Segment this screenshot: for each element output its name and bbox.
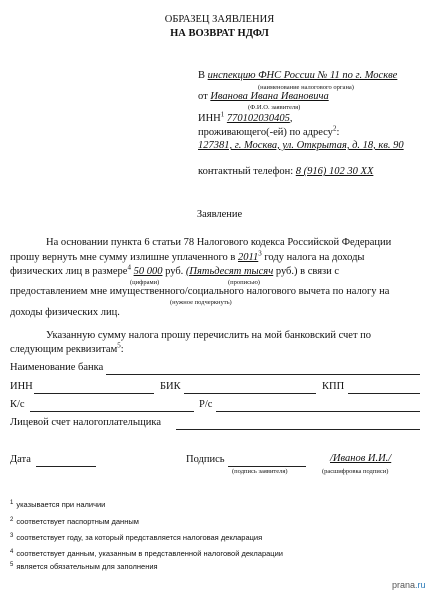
to-caption: (наименование налогового органа) — [258, 84, 354, 91]
addressee-inn — [198, 110, 293, 124]
bank-rs-label: Р/с — [199, 399, 213, 410]
bank-inn-field[interactable] — [34, 393, 154, 394]
footnote-item — [10, 562, 158, 571]
paragraph2-line1: Указанную сумму налога прошу перечислить на мой банковский счет по — [46, 330, 372, 341]
bank-ks-field[interactable] — [30, 411, 194, 412]
p1-amount: 50 000 — [133, 266, 163, 277]
bank-inn-label: ИНН — [10, 381, 33, 392]
bank-bik-label: БИК — [160, 381, 181, 392]
brand-tld: .ru — [415, 580, 426, 590]
caption-sign: (подпись заявителя) — [232, 468, 288, 475]
p2-colon: : — [120, 344, 124, 355]
caption-words: (прописью) — [228, 279, 260, 286]
footnote-item — [10, 533, 262, 542]
footnote-num: 2 — [10, 516, 14, 523]
footnote-num: 1 — [10, 499, 14, 506]
addressee-from — [198, 91, 329, 102]
date-field[interactable] — [36, 466, 96, 467]
inn-suffix: , — [289, 113, 293, 124]
p1-year: 2011 — [238, 252, 259, 263]
footnote-item — [10, 549, 283, 558]
brand-watermark — [392, 580, 426, 590]
inn-label: ИНН — [198, 113, 221, 124]
caption-digits: (цифрами) — [130, 279, 160, 286]
p1-words: (Пятьдесят тысяч — [185, 266, 274, 277]
title-line-1: ОБРАЗЕЦ ЗАЯВЛЕНИЯ — [164, 14, 275, 25]
paragraph1-line4: предоставлением мне имущественного/социального налогового вычета по налогу на — [10, 286, 390, 297]
inn-value: 770102030405 — [226, 113, 290, 124]
addressee-address-label — [198, 124, 340, 138]
p1-line2-a: прошу вернуть мне сумму излишне уплаченного в — [10, 252, 236, 263]
date-label: Дата — [10, 454, 31, 465]
footnote-text: соответствует данным, указанным в представленной налоговой декларации — [16, 549, 283, 558]
bank-kpp-label: КПП — [322, 381, 345, 392]
sign-value: /Иванов И.И./ — [330, 453, 392, 464]
phone-value: 8 (916) 102 30 XX — [295, 166, 374, 177]
paragraph1-line3 — [10, 263, 340, 277]
footnote-num: 4 — [10, 548, 14, 555]
sign-label: Подпись — [186, 454, 225, 465]
phone-label: контактный телефон: — [198, 166, 294, 177]
caption-underline: (нужное подчеркнуть) — [170, 299, 232, 306]
bank-name-field[interactable] — [106, 374, 420, 375]
footnote-num: 5 — [10, 561, 14, 568]
brand-name: prana — [392, 580, 416, 590]
footnote-num: 3 — [10, 532, 14, 539]
p1-line3-a: физических лиц в размере — [10, 266, 128, 277]
to-prefix: В — [198, 70, 206, 81]
paragraph1-line2 — [10, 249, 365, 263]
footnote-item — [10, 500, 105, 509]
address-colon: : — [336, 127, 340, 138]
footnote-item — [10, 517, 139, 526]
addressee-to — [198, 70, 397, 81]
footnote-text: соответствует паспортным данным — [16, 517, 139, 526]
p1-rub2: руб.) в связи с — [275, 266, 340, 277]
p1-amount-sup: 4 — [127, 263, 131, 272]
from-value: Иванова Ивана Ивановича — [210, 91, 329, 102]
bank-bik-field[interactable] — [184, 393, 316, 394]
bank-rs-field[interactable] — [216, 411, 420, 412]
sign-field[interactable] — [228, 466, 306, 467]
p1-rub1: руб. — [165, 266, 184, 277]
bank-account-field[interactable] — [176, 429, 420, 430]
title-line-2: НА ВОЗВРАТ НДФЛ — [170, 28, 269, 39]
inn-sup: 1 — [220, 110, 225, 119]
caption-decode: (расшифровка подписи) — [322, 468, 389, 475]
p1-line2-b: году налога на доходы — [264, 252, 365, 263]
bank-name-label: Наименование банка — [10, 362, 104, 373]
paragraph1-line5: доходы физических лиц. — [10, 307, 120, 318]
bank-account-label: Лицевой счет налогоплательщика — [10, 417, 161, 428]
addressee-phone — [198, 166, 373, 177]
address-sup: 2 — [332, 124, 337, 133]
from-caption: (Ф.И.О. заявителя) — [248, 104, 301, 111]
address-value: 127381, г. Москва, ул. Открытая, д. 18, кв. 90 — [198, 140, 404, 151]
bank-kpp-field[interactable] — [348, 393, 420, 394]
to-value: инспекцию ФНС России № 11 по г. Москве — [207, 70, 398, 81]
footnote-text: соответствует году, за который представляется налоговая декларация — [16, 533, 263, 542]
paragraph1-line1: На основании пункта 6 статьи 78 Налогового кодекса Российской Федерации — [46, 237, 392, 248]
footnote-text: указывается при наличии — [16, 500, 106, 509]
from-prefix: от — [198, 91, 208, 102]
footnote-text: является обязательным для заполнения — [16, 562, 158, 571]
statement-heading: Заявление — [196, 209, 243, 220]
p2-sup: 5 — [117, 341, 121, 350]
bank-ks-label: К/с — [10, 399, 25, 410]
p2-line2: следующим реквизитам — [10, 344, 118, 355]
paragraph2-line2 — [10, 341, 124, 355]
p1-year-sup: 3 — [258, 249, 262, 258]
address-label: проживающего(-ей) по адресу — [198, 127, 333, 138]
